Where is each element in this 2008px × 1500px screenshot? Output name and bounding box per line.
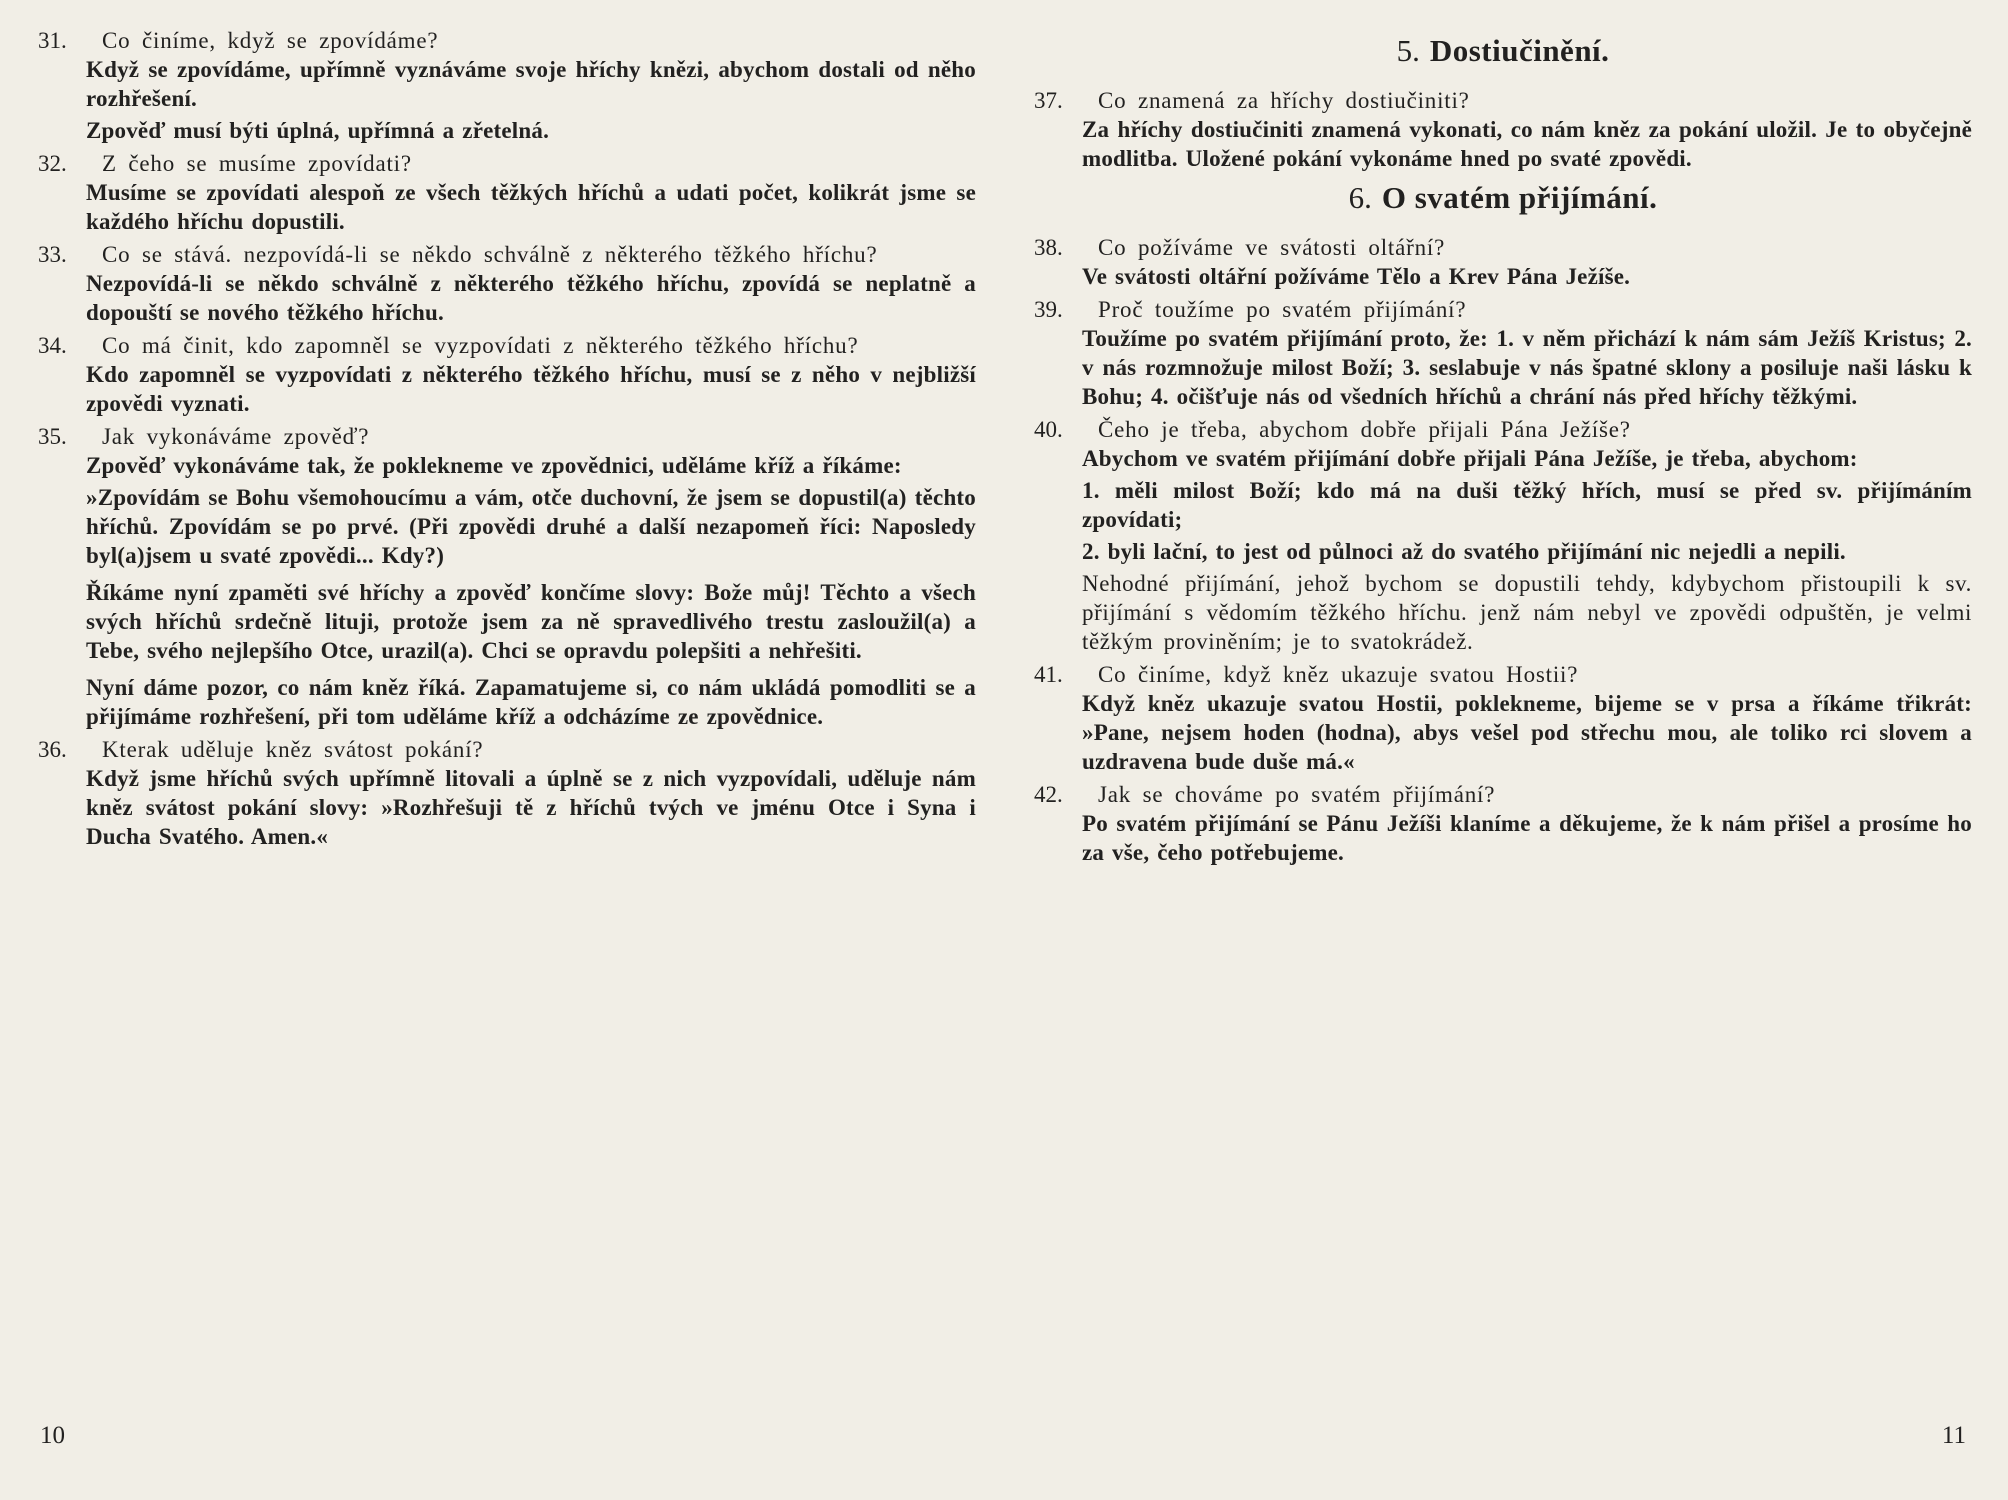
- answer-paragraph: 2. byli lační, to jest od půlnoci až do svatého přijímání nic nejedli a nepili.: [1082, 539, 1846, 564]
- section-heading-title: Dostiučinění.: [1429, 33, 1610, 68]
- qa-item: [38, 331, 976, 418]
- answer-paragraph: Nyní dáme pozor, co nám kněz říká. Zapamatujeme si, co nám ukládá pomodliti se a přijímáme rozhřešení, při tom uděláme kříž a odcházíme ze zpovědnice.: [86, 675, 976, 729]
- answer-paragraph: Říkáme nyní zpaměti své hříchy a zpověď končíme slovy: Bože můj! Těchto a všech svých hříchů srdečně lituji, protože jsem za ně spravedlivého trestu zasloužil(a) a Tebe, svého nejlepšího Otce, urazil(a). Chci se opravdu polepšiti a nehřešiti.: [86, 580, 976, 663]
- page-left-content: [38, 26, 976, 851]
- answer-paragraph: Zpověď vykonáváme tak, že poklekneme ve zpovědnici, uděláme kříž a říkáme:: [86, 453, 902, 478]
- qa-item: [38, 149, 976, 236]
- answer-paragraph: Když se zpovídáme, upřímně vyznáváme svoje hříchy knězi, abychom dostali od něho rozhřešení.: [86, 57, 976, 111]
- section-heading: [1034, 179, 1972, 217]
- answer-paragraph: »Zpovídám se Bohu všemohoucímu a vám, otče duchovní, že jsem se dopustil(a) těchto hříchů. Zpovídám se po prvé. (Při zpovědi druhé a další nezapomeň říci: Naposledy byl(a)jsem u svaté zpovědi... Kdy?): [86, 485, 976, 568]
- question-line: [38, 149, 976, 178]
- question-text: Co má činit, kdo zapomněl se vyzpovídati z některého těžkého hříchu?: [102, 333, 859, 358]
- qa-item: [38, 240, 976, 327]
- question-text: Jak vykonáváme zpověď?: [102, 424, 370, 449]
- qa-item: [38, 735, 976, 851]
- question-number: 36.: [38, 737, 67, 762]
- section-heading-number: 5.: [1396, 33, 1420, 68]
- question-line: [38, 26, 976, 55]
- question-line: [1034, 295, 1972, 324]
- answer-paragraph: 1. měli milost Boží; kdo má na duši těžký hřích, musí se před sv. přijímáním zpovídati;: [1082, 478, 1972, 532]
- qa-item: [1034, 86, 1972, 173]
- question-number: 32.: [38, 151, 67, 176]
- question-line: [38, 735, 976, 764]
- question-number: 42.: [1034, 782, 1063, 807]
- qa-item: [38, 26, 976, 145]
- answer-paragraph: Nehodné přijímání, jehož bychom se dopustili tehdy, kdybychom přistoupili k sv. přijímání s vědomím těžkého hříchu. jenž nám nebyl ve zpovědi odpuštěn, je velmi těžkým proviněním; je to svatokrádež.: [1082, 571, 1972, 654]
- question-line: [1034, 86, 1972, 115]
- question-text: Z čeho se musíme zpovídati?: [102, 151, 412, 176]
- page-left: [38, 26, 976, 1476]
- qa-item: [1034, 780, 1972, 867]
- question-text: Co činíme, když kněz ukazuje svatou Hostii?: [1098, 662, 1579, 687]
- page-number-right: 11: [1941, 1422, 1966, 1449]
- section-heading-number: 6.: [1348, 180, 1372, 215]
- question-number: 35.: [38, 424, 67, 449]
- qa-item: [1034, 233, 1972, 291]
- answer-paragraph: Toužíme po svatém přijímání proto, že: 1. v něm přichází k nám sám Ježíš Kristus; 2. v nás rozmnožuje milost Boží; 3. seslabuje v nás špatné sklony a posiluje naši lásku k Bohu; 4. očišťuje nás od všedních hříchů a chrání nás před hříchy těžkými.: [1082, 326, 1972, 409]
- answer-paragraph: Musíme se zpovídati alespoň ze všech těžkých hříchů a udati počet, kolikrát jsme se každého hříchu dopustili.: [86, 180, 976, 234]
- qa-item: [1034, 660, 1972, 776]
- answer-paragraph: Nezpovídá-li se někdo schválně z některého těžkého hříchu, zpovídá se neplatně a dopouští se nového těžkého hříchu.: [86, 271, 976, 325]
- question-number: 34.: [38, 333, 67, 358]
- answer-paragraph: Když kněz ukazuje svatou Hostii, poklekneme, bijeme se v prsa a říkáme třikrát: »Pane, nejsem hoden (hodna), abys vešel pod střechu mou, ale toliko rci slovem a uzdravena bude duše má.«: [1082, 691, 1972, 774]
- question-number: 37.: [1034, 88, 1063, 113]
- question-text: Jak se chováme po svatém přijímání?: [1098, 782, 1496, 807]
- page-right: [1034, 26, 1972, 1476]
- question-number: 41.: [1034, 662, 1063, 687]
- answer-paragraph: Ve svátosti oltářní požíváme Tělo a Krev Pána Ježíše.: [1082, 264, 1631, 289]
- answer-paragraph: Kdo zapomněl se vyzpovídati z některého těžkého hříchu, musí se z něho v nejbližší zpovědi vyznati.: [86, 362, 976, 416]
- question-text: Proč toužíme po svatém přijímání?: [1098, 297, 1467, 322]
- question-text: Čeho je třeba, abychom dobře přijali Pána Ježíše?: [1098, 417, 1631, 442]
- question-number: 33.: [38, 242, 67, 267]
- question-number: 39.: [1034, 297, 1063, 322]
- qa-item: [1034, 415, 1972, 656]
- question-number: 38.: [1034, 235, 1063, 260]
- answer-paragraph: Po svatém přijímání se Pánu Ježíši klaníme a děkujeme, že k nám přišel a prosíme ho za vše, čeho potřebujeme.: [1082, 811, 1972, 865]
- question-line: [1034, 233, 1972, 262]
- answer-paragraph: Abychom ve svatém přijímání dobře přijali Pána Ježíše, je třeba, abychom:: [1082, 446, 1858, 471]
- question-text: Co se stává. nezpovídá-li se někdo schválně z některého těžkého hříchu?: [102, 242, 878, 267]
- page-right-content: [1034, 32, 1972, 867]
- question-text: Co požíváme ve svátosti oltářní?: [1098, 235, 1446, 260]
- question-text: Kterak uděluje kněz svátost pokání?: [102, 737, 484, 762]
- answer-paragraph: Když jsme hříchů svých upřímně litovali a úplně se z nich vyzpovídali, uděluje nám kněz svátost pokání slovy: »Rozhřešuji tě z hříchů tvých ve jménu Otce i Syna i Ducha Svatého. Amen.«: [86, 766, 976, 849]
- answer-paragraph: Za hříchy dostiučiniti znamená vykonati, co nám kněz za pokání uložil. Je to obyčejně modlitba. Uložené pokání vykonáme hned po svaté zpovědi.: [1082, 117, 1972, 171]
- question-line: [38, 240, 976, 269]
- question-line: [1034, 780, 1972, 809]
- qa-item: [38, 422, 976, 731]
- section-heading: [1034, 32, 1972, 70]
- question-text: Co činíme, když se zpovídáme?: [102, 28, 439, 53]
- question-line: [1034, 415, 1972, 444]
- qa-item: [1034, 295, 1972, 411]
- section-heading-title: O svatém přijímání.: [1381, 180, 1658, 215]
- page-number-left: 10: [40, 1422, 65, 1449]
- question-number: 31.: [38, 28, 67, 53]
- answer-paragraph: Zpověď musí býti úplná, upřímná a zřetelná.: [86, 118, 550, 143]
- question-line: [1034, 660, 1972, 689]
- question-line: [38, 422, 976, 451]
- question-line: [38, 331, 976, 360]
- question-text: Co znamená za hříchy dostiučiniti?: [1098, 88, 1470, 113]
- question-number: 40.: [1034, 417, 1063, 442]
